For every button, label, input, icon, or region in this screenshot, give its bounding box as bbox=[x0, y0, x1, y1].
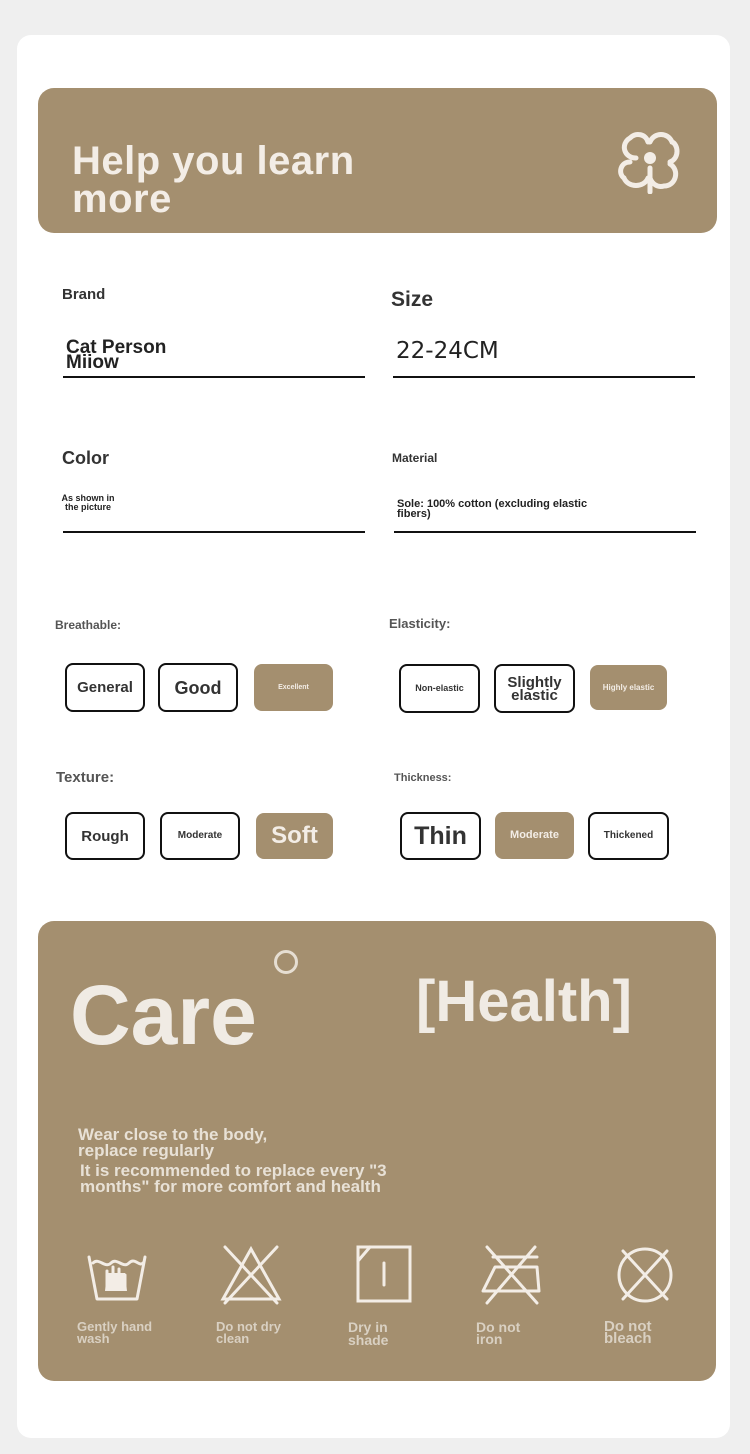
brand-underline bbox=[63, 376, 365, 378]
thickness-option-thickened[interactable]: Thickened bbox=[588, 812, 669, 860]
care-panel bbox=[38, 921, 716, 1381]
no-bleach-icon bbox=[613, 1243, 677, 1305]
texture-option-soft[interactable]: Soft bbox=[256, 813, 333, 859]
size-value: 22-24CM bbox=[396, 338, 499, 364]
health-title: [Health] bbox=[416, 969, 632, 1034]
elasticity-option-highly-elastic[interactable]: Highly elastic bbox=[590, 665, 667, 710]
care-label-hand-wash: Gently hand wash bbox=[77, 1319, 153, 1346]
care-tip-recommendation: It is recommended to replace every "3 months" for more comfort and health bbox=[80, 1161, 387, 1196]
elasticity-label: Elasticity: bbox=[389, 616, 451, 631]
material-underline bbox=[394, 531, 696, 533]
no-iron-icon bbox=[479, 1243, 543, 1305]
size-underline bbox=[393, 376, 695, 378]
texture-label: Texture: bbox=[56, 769, 115, 786]
color-underline bbox=[63, 531, 365, 533]
breathable-option-excellent[interactable]: Excellent bbox=[254, 664, 333, 711]
color-value: As shown in the picture bbox=[61, 493, 115, 512]
info-banner bbox=[38, 88, 717, 233]
thickness-label: Thickness: bbox=[394, 772, 452, 784]
size-label: Size bbox=[391, 288, 434, 311]
ring-icon bbox=[274, 950, 298, 974]
material-label: Material bbox=[392, 451, 438, 465]
texture-option-moderate[interactable]: Moderate bbox=[160, 812, 240, 860]
texture-option-rough[interactable]: Rough bbox=[65, 812, 145, 860]
thickness-option-thin[interactable]: Thin bbox=[400, 812, 481, 860]
color-label: Color bbox=[62, 448, 109, 468]
breathable-label: Breathable: bbox=[55, 618, 122, 632]
breathable-option-general[interactable]: General bbox=[65, 663, 145, 712]
breathable-option-good[interactable]: Good bbox=[158, 663, 238, 712]
no-dry-clean-icon bbox=[219, 1243, 283, 1305]
care-label-no-dry-clean: Do not dry clean bbox=[216, 1319, 281, 1346]
hand-wash-icon bbox=[85, 1243, 149, 1305]
elasticity-option-non-elastic[interactable]: Non-elastic bbox=[399, 664, 480, 713]
cotton-icon bbox=[614, 128, 686, 194]
care-tip-replace: Wear close to the body, replace regularly bbox=[78, 1125, 268, 1160]
dry-in-shade-icon bbox=[352, 1243, 416, 1305]
brand-label: Brand bbox=[62, 286, 106, 303]
thickness-option-moderate[interactable]: Moderate bbox=[495, 812, 574, 859]
care-label-dry-in-shade: Dry in shade bbox=[348, 1319, 389, 1348]
elasticity-option-slightly-elastic[interactable]: Slightly elastic bbox=[494, 664, 575, 713]
care-label-no-bleach: Do not bleach bbox=[604, 1318, 652, 1347]
care-title: Care bbox=[70, 968, 257, 1062]
material-value: Sole: 100% cotton (excluding elastic fibers) bbox=[397, 498, 588, 520]
banner-title: Help you learn more bbox=[72, 139, 355, 221]
brand-value: Cat Person Miiow bbox=[66, 337, 167, 373]
care-label-no-iron: Do not iron bbox=[476, 1319, 521, 1347]
